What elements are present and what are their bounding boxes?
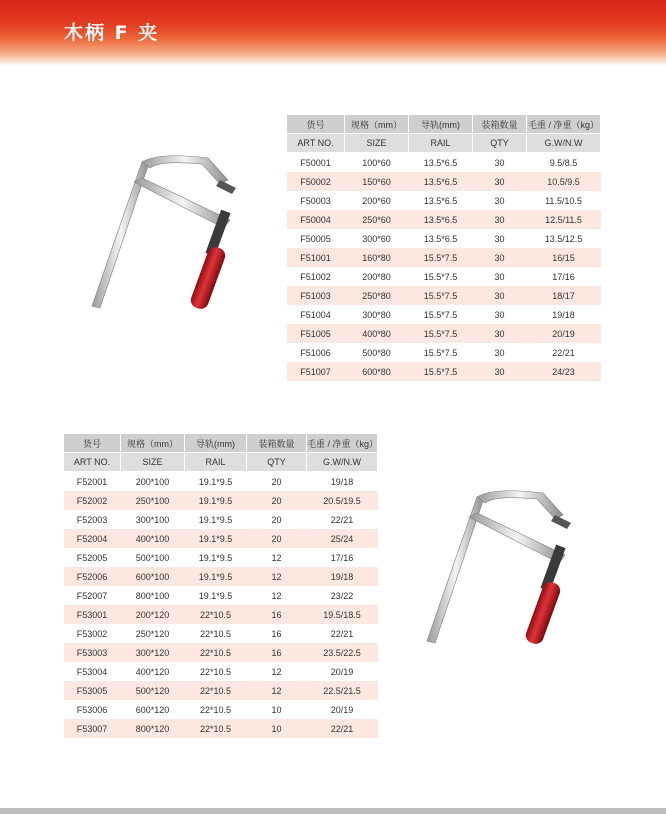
footer-bar bbox=[0, 808, 666, 814]
col-header: G.W/N.W bbox=[307, 453, 378, 472]
table-row bbox=[287, 229, 601, 248]
table-cell: 10.5/9.5 bbox=[527, 172, 601, 191]
table-cell: F53003 bbox=[64, 643, 121, 662]
table-cell: 500*100 bbox=[121, 548, 185, 567]
table-cell: 300*80 bbox=[345, 305, 409, 324]
table-row bbox=[64, 548, 378, 567]
table-header-row bbox=[64, 453, 378, 472]
table-cell: 22*10.5 bbox=[185, 700, 247, 719]
table-cell: 19.1*9.5 bbox=[185, 491, 247, 510]
table-cell: 30 bbox=[473, 248, 527, 267]
table-cell: 25/24 bbox=[307, 529, 378, 548]
col-header: 导轨(mm) bbox=[409, 115, 473, 134]
f-clamp-photo bbox=[80, 150, 270, 320]
table-cell: 22/21 bbox=[307, 719, 378, 738]
table-row bbox=[287, 172, 601, 191]
table-row bbox=[64, 472, 378, 491]
table-cell: F52004 bbox=[64, 529, 121, 548]
table-cell: 22*10.5 bbox=[185, 681, 247, 700]
table-header-row bbox=[287, 134, 601, 153]
table-row bbox=[64, 624, 378, 643]
table-cell: 30 bbox=[473, 210, 527, 229]
table-cell: F50002 bbox=[287, 172, 345, 191]
table-row bbox=[64, 681, 378, 700]
table-cell: 22.5/21.5 bbox=[307, 681, 378, 700]
table-cell: 19.1*9.5 bbox=[185, 567, 247, 586]
table-cell: 13.5/12.5 bbox=[527, 229, 601, 248]
table-cell: 250*80 bbox=[345, 286, 409, 305]
col-header: 装箱数量 bbox=[473, 115, 527, 134]
table-cell: 300*100 bbox=[121, 510, 185, 529]
table-cell: 20.5/19.5 bbox=[307, 491, 378, 510]
table-row bbox=[64, 567, 378, 586]
table-row bbox=[287, 210, 601, 229]
col-header: 货号 bbox=[64, 434, 121, 453]
table-cell: 23/22 bbox=[307, 586, 378, 605]
col-header: 毛重 / 净重（kg） bbox=[307, 434, 378, 453]
table-cell: 160*80 bbox=[345, 248, 409, 267]
page-title: 木柄 F 夹 bbox=[64, 22, 160, 44]
table-cell: 18/17 bbox=[527, 286, 601, 305]
table-cell: 22*10.5 bbox=[185, 719, 247, 738]
table-cell: 800*100 bbox=[121, 586, 185, 605]
table-cell: 22*10.5 bbox=[185, 605, 247, 624]
table-cell: 15.5*7.5 bbox=[409, 267, 473, 286]
table-cell: 15.5*7.5 bbox=[409, 248, 473, 267]
table-cell: F52002 bbox=[64, 491, 121, 510]
table-cell: 20 bbox=[247, 510, 307, 529]
table-cell: F51004 bbox=[287, 305, 345, 324]
table-cell: 19/18 bbox=[307, 567, 378, 586]
table-cell: 22/21 bbox=[307, 510, 378, 529]
table-cell: F51005 bbox=[287, 324, 345, 343]
table-cell: 13.5*6.5 bbox=[409, 191, 473, 210]
table-cell: 30 bbox=[473, 324, 527, 343]
table-cell: 22/21 bbox=[307, 624, 378, 643]
table-cell: 22/21 bbox=[527, 343, 601, 362]
table-cell: 23.5/22.5 bbox=[307, 643, 378, 662]
table-cell: 12 bbox=[247, 681, 307, 700]
table-cell: 15.5*7.5 bbox=[409, 286, 473, 305]
table-cell: F52003 bbox=[64, 510, 121, 529]
table-cell: F53006 bbox=[64, 700, 121, 719]
table-cell: F50001 bbox=[287, 153, 345, 172]
col-header: 导轨(mm) bbox=[185, 434, 247, 453]
table-cell: 800*120 bbox=[121, 719, 185, 738]
table-cell: 30 bbox=[473, 153, 527, 172]
col-header: ART NO. bbox=[287, 134, 345, 153]
table-cell: 30 bbox=[473, 362, 527, 381]
table-cell: 19.1*9.5 bbox=[185, 472, 247, 491]
table-cell: 11.5/10.5 bbox=[527, 191, 601, 210]
col-header: G.W/N.W bbox=[527, 134, 601, 153]
table-cell: 16 bbox=[247, 624, 307, 643]
col-header: 货号 bbox=[287, 115, 345, 134]
table-cell: 13.5*6.5 bbox=[409, 153, 473, 172]
table-cell: 15.5*7.5 bbox=[409, 324, 473, 343]
table-cell: 12 bbox=[247, 586, 307, 605]
table-row bbox=[287, 191, 601, 210]
table-row bbox=[64, 529, 378, 548]
table-cell: 9.5/8.5 bbox=[527, 153, 601, 172]
table-cell: 22*10.5 bbox=[185, 624, 247, 643]
table-row bbox=[287, 286, 601, 305]
table-row bbox=[64, 605, 378, 624]
table-cell: F51002 bbox=[287, 267, 345, 286]
table-cell: 22*10.5 bbox=[185, 643, 247, 662]
col-header: 装箱数量 bbox=[247, 434, 307, 453]
col-header: QTY bbox=[247, 453, 307, 472]
table-cell: F52005 bbox=[64, 548, 121, 567]
table-cell: 20/19 bbox=[307, 662, 378, 681]
table-cell: 19.1*9.5 bbox=[185, 510, 247, 529]
table-cell: 600*100 bbox=[121, 567, 185, 586]
table-cell: 100*60 bbox=[345, 153, 409, 172]
table-cell: 500*120 bbox=[121, 681, 185, 700]
table-cell: 19.1*9.5 bbox=[185, 586, 247, 605]
page-header-banner bbox=[0, 0, 666, 66]
spec-table-lower bbox=[64, 434, 378, 738]
table-cell: 150*60 bbox=[345, 172, 409, 191]
col-header: 毛重 / 净重（kg） bbox=[527, 115, 601, 134]
table-cell: 19/18 bbox=[527, 305, 601, 324]
table-cell: 30 bbox=[473, 267, 527, 286]
table-row bbox=[64, 510, 378, 529]
table-cell: F51006 bbox=[287, 343, 345, 362]
table-cell: 20/19 bbox=[307, 700, 378, 719]
table-row bbox=[64, 700, 378, 719]
table-cell: 17/16 bbox=[527, 267, 601, 286]
table-cell: F53007 bbox=[64, 719, 121, 738]
table-cell: F51001 bbox=[287, 248, 345, 267]
table-cell: 200*60 bbox=[345, 191, 409, 210]
table-cell: 400*80 bbox=[345, 324, 409, 343]
col-header: SIZE bbox=[121, 453, 185, 472]
table-cell: 20/19 bbox=[527, 324, 601, 343]
table-cell: 16 bbox=[247, 605, 307, 624]
table-cell: 600*80 bbox=[345, 362, 409, 381]
col-header: RAIL bbox=[409, 134, 473, 153]
table-cell: 30 bbox=[473, 229, 527, 248]
table-cell: 13.5*6.5 bbox=[409, 172, 473, 191]
table-cell: 250*60 bbox=[345, 210, 409, 229]
table-cell: F52001 bbox=[64, 472, 121, 491]
table-header-row bbox=[287, 115, 601, 134]
table-cell: 15.5*7.5 bbox=[409, 362, 473, 381]
table-row bbox=[287, 362, 601, 381]
table-header-row bbox=[64, 434, 378, 453]
table-cell: 16 bbox=[247, 643, 307, 662]
table-row bbox=[64, 643, 378, 662]
table-cell: 20 bbox=[247, 491, 307, 510]
table-cell: 300*120 bbox=[121, 643, 185, 662]
table-cell: 30 bbox=[473, 286, 527, 305]
table-row bbox=[287, 153, 601, 172]
table-row bbox=[287, 248, 601, 267]
col-header: ART NO. bbox=[64, 453, 121, 472]
table-cell: F53005 bbox=[64, 681, 121, 700]
table-cell: F52006 bbox=[64, 567, 121, 586]
table-cell: F52007 bbox=[64, 586, 121, 605]
table-cell: 600*120 bbox=[121, 700, 185, 719]
table-cell: F50005 bbox=[287, 229, 345, 248]
spec-table-upper bbox=[287, 115, 601, 381]
table-cell: 17/16 bbox=[307, 548, 378, 567]
table-cell: 19.5/18.5 bbox=[307, 605, 378, 624]
table-cell: 12 bbox=[247, 548, 307, 567]
table-cell: 12 bbox=[247, 567, 307, 586]
table-cell: F53002 bbox=[64, 624, 121, 643]
col-header: QTY bbox=[473, 134, 527, 153]
table-cell: 30 bbox=[473, 191, 527, 210]
table-cell: 200*80 bbox=[345, 267, 409, 286]
f-clamp-photo bbox=[415, 485, 605, 655]
table-cell: 10 bbox=[247, 700, 307, 719]
table-cell: 16/15 bbox=[527, 248, 601, 267]
table-row bbox=[287, 343, 601, 362]
table-cell: 500*80 bbox=[345, 343, 409, 362]
table-cell: 13.5*6.5 bbox=[409, 210, 473, 229]
table-cell: 22*10.5 bbox=[185, 662, 247, 681]
col-header: SIZE bbox=[345, 134, 409, 153]
table-cell: 400*120 bbox=[121, 662, 185, 681]
table-cell: 19/18 bbox=[307, 472, 378, 491]
table-cell: 15.5*7.5 bbox=[409, 305, 473, 324]
table-cell: 19.1*9.5 bbox=[185, 548, 247, 567]
table-cell: F53001 bbox=[64, 605, 121, 624]
table-cell: 15.5*7.5 bbox=[409, 343, 473, 362]
table-cell: F51003 bbox=[287, 286, 345, 305]
table-cell: 20 bbox=[247, 472, 307, 491]
table-cell: F51007 bbox=[287, 362, 345, 381]
table-cell: 19.1*9.5 bbox=[185, 529, 247, 548]
table-row bbox=[287, 267, 601, 286]
table-cell: 20 bbox=[247, 529, 307, 548]
table-cell: F50003 bbox=[287, 191, 345, 210]
table-cell: 12 bbox=[247, 662, 307, 681]
table-cell: 400*100 bbox=[121, 529, 185, 548]
col-header: 规格（mm） bbox=[121, 434, 185, 453]
table-cell: F50004 bbox=[287, 210, 345, 229]
table-cell: 300*60 bbox=[345, 229, 409, 248]
table-row bbox=[64, 491, 378, 510]
table-cell: 250*120 bbox=[121, 624, 185, 643]
table-cell: 12.5/11.5 bbox=[527, 210, 601, 229]
table-cell: 13.5*6.5 bbox=[409, 229, 473, 248]
table-row bbox=[287, 305, 601, 324]
table-cell: 200*100 bbox=[121, 472, 185, 491]
table-row bbox=[64, 586, 378, 605]
table-row bbox=[287, 324, 601, 343]
table-cell: 200*120 bbox=[121, 605, 185, 624]
col-header: RAIL bbox=[185, 453, 247, 472]
table-cell: F53004 bbox=[64, 662, 121, 681]
table-cell: 30 bbox=[473, 172, 527, 191]
table-cell: 10 bbox=[247, 719, 307, 738]
table-row bbox=[64, 662, 378, 681]
table-cell: 250*100 bbox=[121, 491, 185, 510]
table-cell: 30 bbox=[473, 343, 527, 362]
table-row bbox=[64, 719, 378, 738]
table-cell: 24/23 bbox=[527, 362, 601, 381]
table-cell: 30 bbox=[473, 305, 527, 324]
col-header: 规格（mm） bbox=[345, 115, 409, 134]
